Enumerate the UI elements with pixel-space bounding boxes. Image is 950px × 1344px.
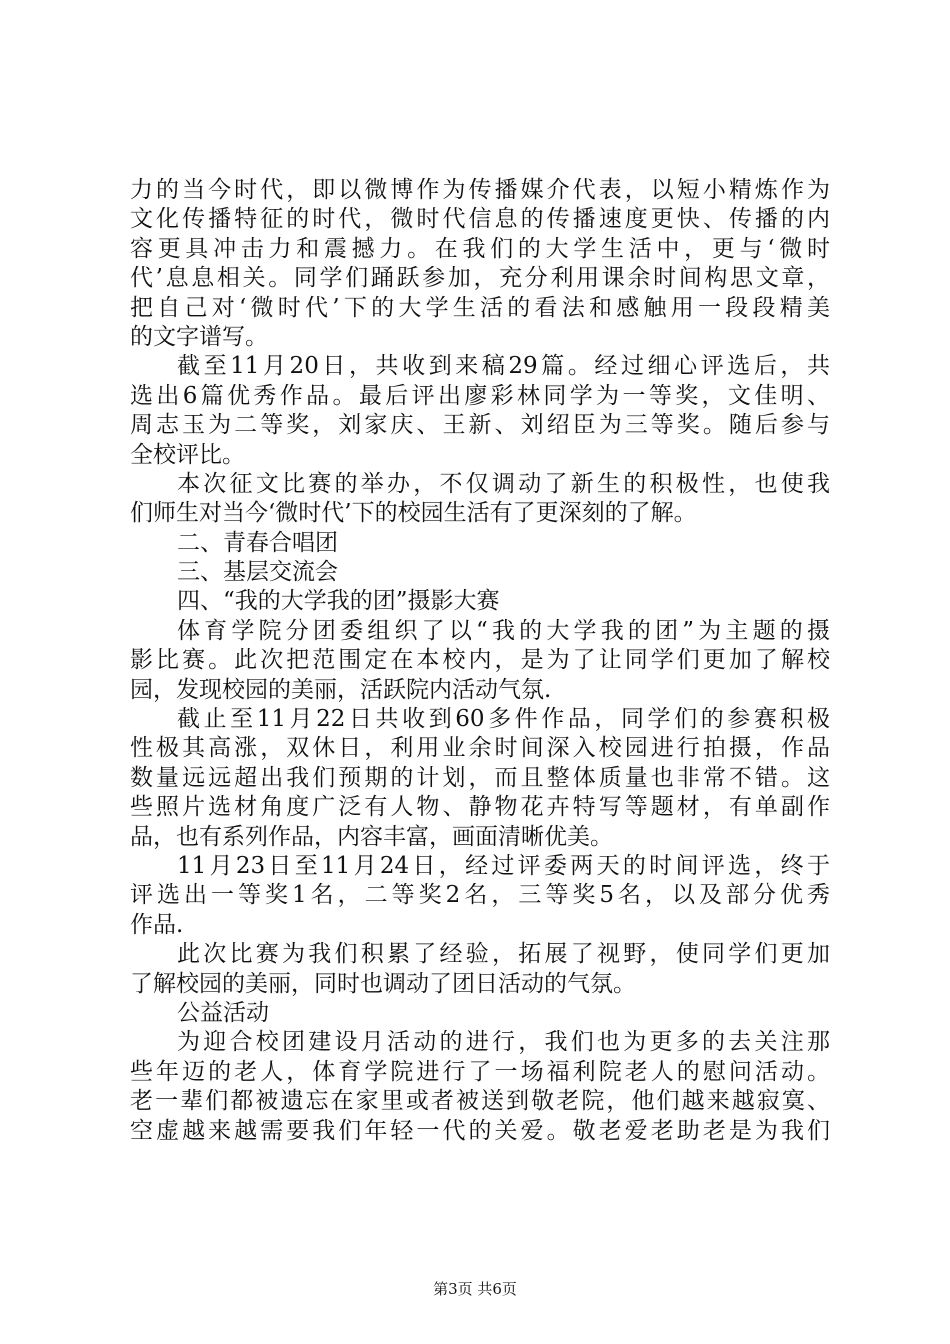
text-line: 周志玉为二等奖，刘家庆、王新、刘绍臣为三等奖。随后参与 bbox=[130, 412, 830, 439]
text-line: 评选出一等奖1名，二等奖2名，三等奖5名，以及部分优秀 bbox=[130, 882, 830, 909]
text-line: 作品. bbox=[130, 911, 184, 938]
text-line: 力的当今时代，即以微博作为传播媒介代表，以短小精炼作为 bbox=[130, 177, 830, 203]
text-line: 二、青春合唱团 bbox=[177, 529, 338, 556]
text-line: 文化传播特征的时代，微时代信息的传播速度更快、传播的内 bbox=[130, 206, 830, 233]
page-footer: 第3页 共6页 bbox=[433, 1280, 517, 1298]
text-line: 截至11月20日，共收到来稿29篇。经过细心评选后，共 bbox=[177, 353, 830, 380]
text-line: 品，也有系列作品，内容丰富，画面清晰优美。 bbox=[130, 823, 613, 850]
text-line: 影比赛。此次把范围定在本校内，是为了让同学们更加了解校 bbox=[130, 647, 830, 674]
text-line: 四、“我的大学我的团”摄影大赛 bbox=[177, 588, 500, 615]
text-line: 的文字谱写。 bbox=[130, 323, 268, 350]
text-line: 截止至11月22日共收到60多件作品，同学们的参赛积极 bbox=[177, 706, 830, 733]
text-line: 11月23日至11月24日，经过评委两天的时间评选，终于 bbox=[177, 852, 830, 879]
text-line: 为迎合校团建设月活动的进行，我们也为更多的去关注那 bbox=[177, 1029, 830, 1056]
text-line: 代’息息相关。同学们踊跃参加，充分利用课余时间构思文章， bbox=[130, 265, 830, 292]
text-line: 此次比赛为我们积累了经验，拓展了视野，使同学们更加 bbox=[177, 941, 830, 968]
text-line: 体育学院分团委组织了以“我的大学我的团”为主题的摄 bbox=[177, 617, 830, 644]
text-line: 全校评比。 bbox=[130, 441, 245, 468]
text-line: 些照片选材角度广泛有人物、静物花卉特写等题材，有单副作 bbox=[130, 794, 830, 821]
text-line: 本次征文比赛的举办，不仅调动了新生的积极性，也使我 bbox=[177, 470, 830, 497]
document-body bbox=[130, 176, 830, 1146]
text-line: 性极其高涨，双休日，利用业余时间深入校园进行拍摄，作品 bbox=[130, 735, 830, 762]
text-line: 公益活动 bbox=[177, 999, 269, 1026]
text-line: 三、基层交流会 bbox=[177, 559, 338, 586]
text-line: 把自己对‘微时代’下的大学生活的看法和感触用一段段精美 bbox=[130, 294, 830, 321]
text-line: 老一辈们都被遗忘在家里或者被送到敬老院，他们越来越寂寞、 bbox=[130, 1088, 830, 1115]
text-line: 们师生对当今‘微时代’下的校园生活有了更深刻的了解。 bbox=[130, 500, 697, 527]
text-line: 园，发现校园的美丽，活跃院内活动气氛. bbox=[130, 676, 552, 703]
text-line: 数量远远超出我们预期的计划，而且整体质量也非常不错。这 bbox=[130, 764, 830, 791]
text-line: 容更具冲击力和震撼力。在我们的大学生活中，更与‘微时 bbox=[130, 235, 830, 262]
text-line: 空虚越来越需要我们年轻一代的关爱。敬老爱老助老是为我们 bbox=[130, 1117, 830, 1144]
text-line: 了解校园的美丽，同时也调动了团日活动的气氛。 bbox=[130, 970, 636, 997]
text-line: 些年迈的老人，体育学院进行了一场福利院老人的慰问活动。 bbox=[130, 1058, 830, 1085]
text-line: 选出6篇优秀作品。最后评出廖彩林同学为一等奖，文佳明、 bbox=[130, 382, 830, 409]
